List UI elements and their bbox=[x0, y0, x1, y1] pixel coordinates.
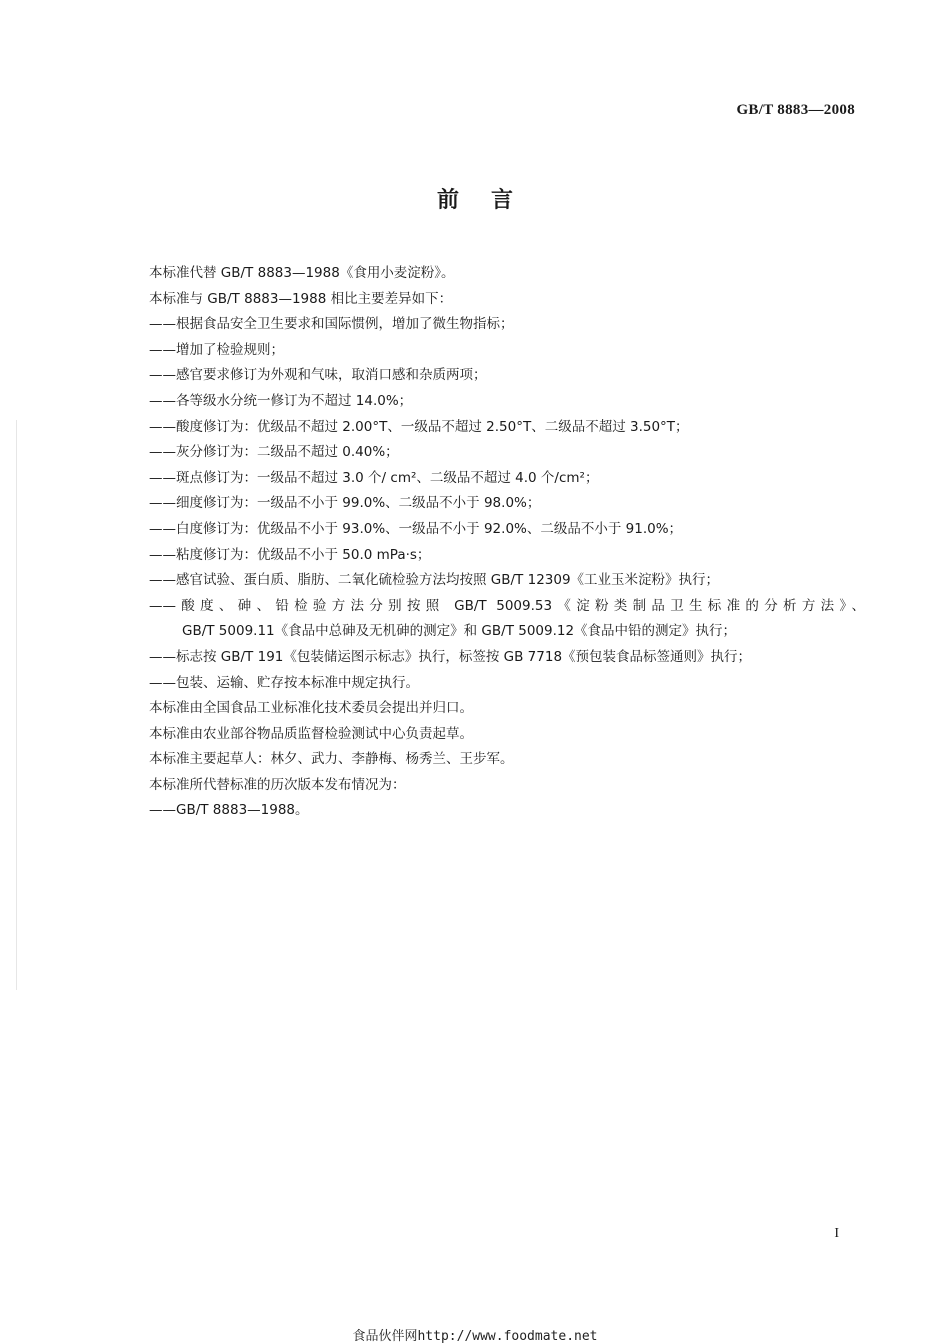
list-item-continuation: GB/T 5009.11《食品中总砷及无机砷的测定》和 GB/T 5009.12《食品中铅的测定》执行； bbox=[182, 623, 737, 640]
paragraph-line: 本标准由全国食品工业标准化技术委员会提出并归口。 bbox=[149, 700, 473, 717]
list-item: ——斑点修订为：一级品不超过 3.0 个/ cm²、二级品不超过 4.0 个/cm²； bbox=[149, 469, 599, 486]
paragraph-line: 本标准由农业部谷物品质监督检验测试中心负责起草。 bbox=[149, 725, 473, 742]
list-item: ——根据食品安全卫生要求和国际惯例，增加了微生物指标； bbox=[149, 316, 514, 333]
paragraph-line: 本标准与 GB/T 8883—1988 相比主要差异如下： bbox=[149, 290, 453, 307]
list-item: ——灰分修订为：二级品不超过 0.40%； bbox=[149, 444, 399, 461]
scan-edge-line bbox=[16, 420, 17, 990]
list-item: ——增加了检验规则； bbox=[149, 341, 284, 358]
list-item: ——GB/T 8883—1988。 bbox=[149, 802, 309, 819]
standard-code: GB/T 8883—2008 bbox=[736, 102, 855, 118]
list-item: ——酸度、砷、铅检验方法分别按照 GB/T 5009.53《淀粉类制品卫生标准的分析方法》、 bbox=[149, 597, 865, 614]
list-item: ——酸度修订为：优级品不超过 2.00°T、一级品不超过 2.50°T、二级品不超过 3.50°T； bbox=[149, 418, 689, 435]
paragraph-line: 本标准所代替标准的历次版本发布情况为： bbox=[149, 776, 406, 793]
list-item: ——白度修订为：优级品不小于 93.0%、一级品不小于 92.0%、二级品不小于 91.0%； bbox=[149, 520, 683, 537]
paragraph-line: 本标准代替 GB/T 8883—1988《食用小麦淀粉》。 bbox=[149, 265, 455, 281]
list-item: ——粘度修订为：优级品不小于 50.0 mPa·s； bbox=[149, 546, 431, 563]
list-item: ——标志按 GB/T 191《包装储运图示标志》执行，标签按 GB 7718《预包装食品标签通则》执行； bbox=[149, 648, 752, 665]
page-number: I bbox=[834, 1226, 839, 1241]
list-item: ——感官试验、蛋白质、脂肪、二氧化硫检验方法均按照 GB/T 12309《工业玉米淀粉》执行； bbox=[149, 572, 720, 589]
list-item: ——各等级水分统一修订为不超过 14.0%； bbox=[149, 392, 413, 409]
footer-watermark: 食品伙伴网http://www.foodmate.net bbox=[352, 1329, 598, 1344]
paragraph-line: 本标准主要起草人：林夕、武力、李静梅、杨秀兰、王步军。 bbox=[149, 751, 514, 768]
list-item: ——细度修订为：一级品不小于 99.0%、二级品不小于 98.0%； bbox=[149, 495, 541, 512]
list-item: ——感官要求修订为外观和气味，取消口感和杂质两项； bbox=[149, 367, 487, 384]
page-title: 前言 bbox=[436, 188, 545, 213]
foreword-body bbox=[149, 261, 869, 824]
list-item: ——包装、运输、贮存按本标准中规定执行。 bbox=[149, 674, 419, 691]
